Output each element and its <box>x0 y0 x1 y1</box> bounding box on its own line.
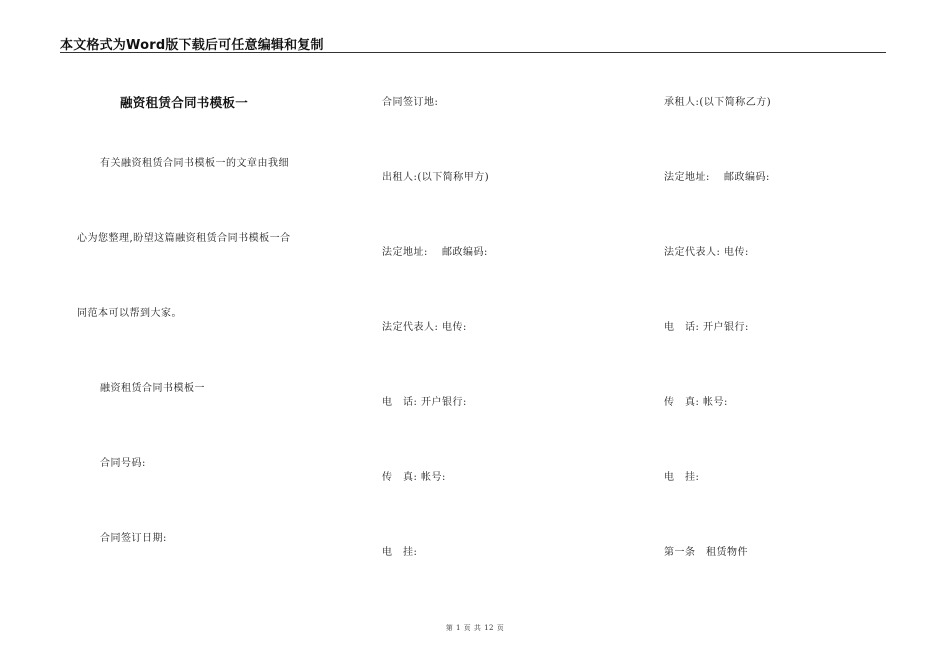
page-number: 第 1 页 共 12 页 <box>445 624 505 632</box>
article-one-heading: 第一条 租赁物件 <box>664 547 748 558</box>
lessee-label: 承租人:(以下简称乙方) <box>664 97 772 108</box>
lessor-cable-label: 电 挂: <box>382 547 418 558</box>
header-text: 本文格式为Word版下载后可任意编辑和复制 <box>60 38 324 53</box>
lessee-cable-label: 电 挂: <box>664 472 700 483</box>
lessor-fax-label: 传 真: 帐号: <box>382 472 446 483</box>
lessee-representative-label: 法定代表人: 电传: <box>664 247 749 258</box>
lessee-address-label: 法定地址: 邮政编码: <box>664 172 770 183</box>
contract-place-label: 合同签订地: <box>382 97 439 108</box>
body-line: 心为您整理,盼望这篇融资租赁合同书模板一合 <box>77 233 291 244</box>
body-line: 同范本可以帮到大家。 <box>77 308 182 319</box>
contract-date-label: 合同签订日期: <box>100 533 167 544</box>
body-line: 融资租赁合同书模板一 <box>100 383 205 394</box>
body-line: 有关融资租赁合同书模板一的文章由我细 <box>100 158 289 169</box>
lessee-fax-label: 传 真: 帐号: <box>664 397 728 408</box>
document-title: 融资租赁合同书模板一 <box>120 95 249 110</box>
lessor-label: 出租人:(以下简称甲方) <box>382 172 490 183</box>
lessee-phone-label: 电 话: 开户银行: <box>664 322 749 333</box>
contract-number-label: 合同号码: <box>100 458 146 469</box>
lessor-address-label: 法定地址: 邮政编码: <box>382 247 488 258</box>
lessor-phone-label: 电 话: 开户银行: <box>382 397 467 408</box>
page-header <box>60 34 886 53</box>
lessor-representative-label: 法定代表人: 电传: <box>382 322 467 333</box>
